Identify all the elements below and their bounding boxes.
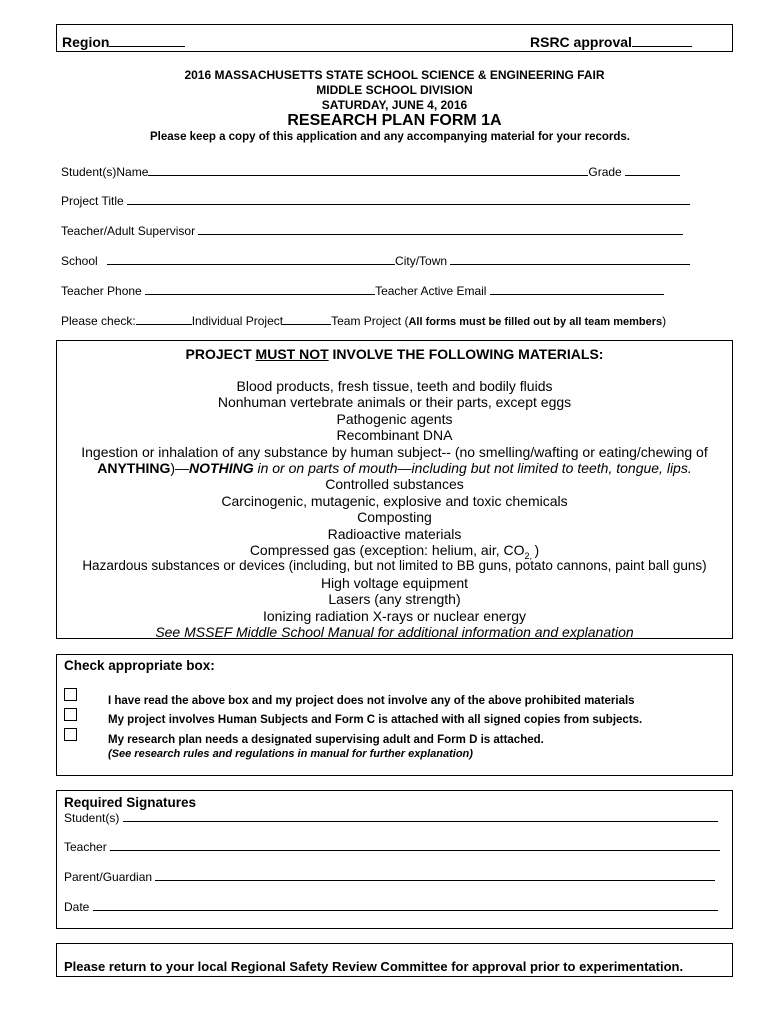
- school-field[interactable]: [107, 264, 395, 265]
- checkbox-label-2: My project involves Human Subjects and Form C is attached with all signed copies from subjects.: [108, 714, 643, 726]
- checkbox-label-3: My research plan needs a designated supervising adult and Form D is attached.: [108, 734, 544, 746]
- form-title: RESEARCH PLAN FORM 1A: [287, 112, 502, 129]
- prohibited-item: Blood products, fresh tissue, teeth and bodily fluids: [236, 378, 553, 394]
- checkbox-label-1: I have read the above box and my project does not involve any of the above prohibited materials: [108, 695, 635, 707]
- grade-field[interactable]: [625, 175, 680, 176]
- prohibited-item: Carcinogenic, mutagenic, explosive and toxic chemicals: [221, 493, 568, 509]
- teacher-phone-field[interactable]: [145, 294, 375, 295]
- individual-check-field[interactable]: [136, 324, 192, 325]
- keep-copy-note: Please keep a copy of this application and any accompanying material for your records.: [150, 131, 630, 143]
- fair-date: SATURDAY, JUNE 4, 2016: [321, 98, 468, 112]
- prohibited-item: ANYTHING)—NOTHING in or on parts of mouth—including but not limited to teeth, tongue, lips.: [97, 460, 692, 476]
- students-name-row: Student(s)Name Grade: [61, 165, 680, 179]
- supervisor-row: Teacher/Adult Supervisor: [61, 224, 683, 238]
- checkbox-supervising-adult[interactable]: [64, 728, 77, 741]
- prohibited-item: Lasers (any strength): [328, 591, 461, 607]
- team-check-field[interactable]: [283, 324, 331, 325]
- checkbox-heading: Check appropriate box:: [64, 658, 215, 673]
- parent-signature-field[interactable]: [155, 880, 715, 881]
- prohibited-item: Compressed gas (exception: helium, air, $CO_{2,}$ ): [249, 542, 540, 561]
- region-label: Region: [62, 34, 185, 50]
- checkbox-note: (See research rules and regulations in manual for further explanation): [108, 748, 473, 760]
- prohibited-item: Composting: [357, 509, 432, 525]
- project-title-field[interactable]: [127, 204, 690, 205]
- teacher-signature-field[interactable]: [110, 850, 720, 851]
- return-note: Please return to your local Regional Safety Review Committee for approval prior to experimentation.: [64, 959, 684, 974]
- rsrc-field[interactable]: [632, 46, 692, 47]
- fair-title: 2016 MASSACHUSETTS STATE SCHOOL SCIENCE & ENGINEERING FAIR: [184, 68, 605, 82]
- project-type-row: Please check: Individual Project Team Project (All forms must be filled out by all team members): [61, 314, 667, 328]
- date-row: Date: [64, 900, 718, 914]
- prohibited-item: Radioactive materials: [327, 526, 462, 542]
- prohibited-item: Ionizing radiation X-rays or nuclear energy: [262, 608, 527, 624]
- teacher-signature-row: Teacher: [64, 840, 720, 854]
- prohibited-item: Ingestion or inhalation of any substance by human subject-- (no smelling/wafting or eating/chewing of: [81, 444, 708, 460]
- rsrc-label: RSRC approval: [530, 34, 692, 50]
- prohibited-box: [56, 340, 733, 639]
- prohibited-item: Recombinant DNA: [336, 427, 453, 443]
- date-field[interactable]: [93, 910, 718, 911]
- prohibited-item: Controlled substances: [325, 476, 464, 492]
- prohibited-item: Nonhuman vertebrate animals or their parts, except eggs: [217, 394, 572, 410]
- prohibited-item: Pathogenic agents: [336, 411, 453, 427]
- teacher-email-field[interactable]: [490, 294, 664, 295]
- project-title-row: Project Title: [61, 194, 690, 208]
- student-signature-field[interactable]: [123, 821, 718, 822]
- city-field[interactable]: [450, 264, 690, 265]
- division: MIDDLE SCHOOL DIVISION: [316, 83, 473, 97]
- checkbox-human-subjects[interactable]: [64, 708, 77, 721]
- teacher-contact-row: Teacher Phone Teacher Active Email: [61, 284, 664, 298]
- signatures-heading: Required Signatures: [64, 795, 197, 810]
- prohibited-heading: PROJECT MUST NOT INVOLVE THE FOLLOWING MATERIALS:: [185, 346, 604, 362]
- student-signature-row: Student(s): [64, 811, 718, 825]
- supervisor-field[interactable]: [198, 234, 683, 235]
- checkbox-no-prohibited[interactable]: [64, 688, 77, 701]
- prohibited-item: Hazardous substances or devices (including, but not limited to BB guns, potato cannons, paint ball guns): [82, 558, 707, 573]
- students-name-field[interactable]: [148, 175, 588, 176]
- manual-reference: See MSSEF Middle School Manual for additional information and explanation: [155, 624, 634, 640]
- parent-signature-row: Parent/Guardian: [64, 870, 715, 884]
- school-row: School City/Town: [61, 254, 690, 268]
- region-field[interactable]: [109, 46, 185, 47]
- prohibited-item: High voltage equipment: [320, 575, 469, 591]
